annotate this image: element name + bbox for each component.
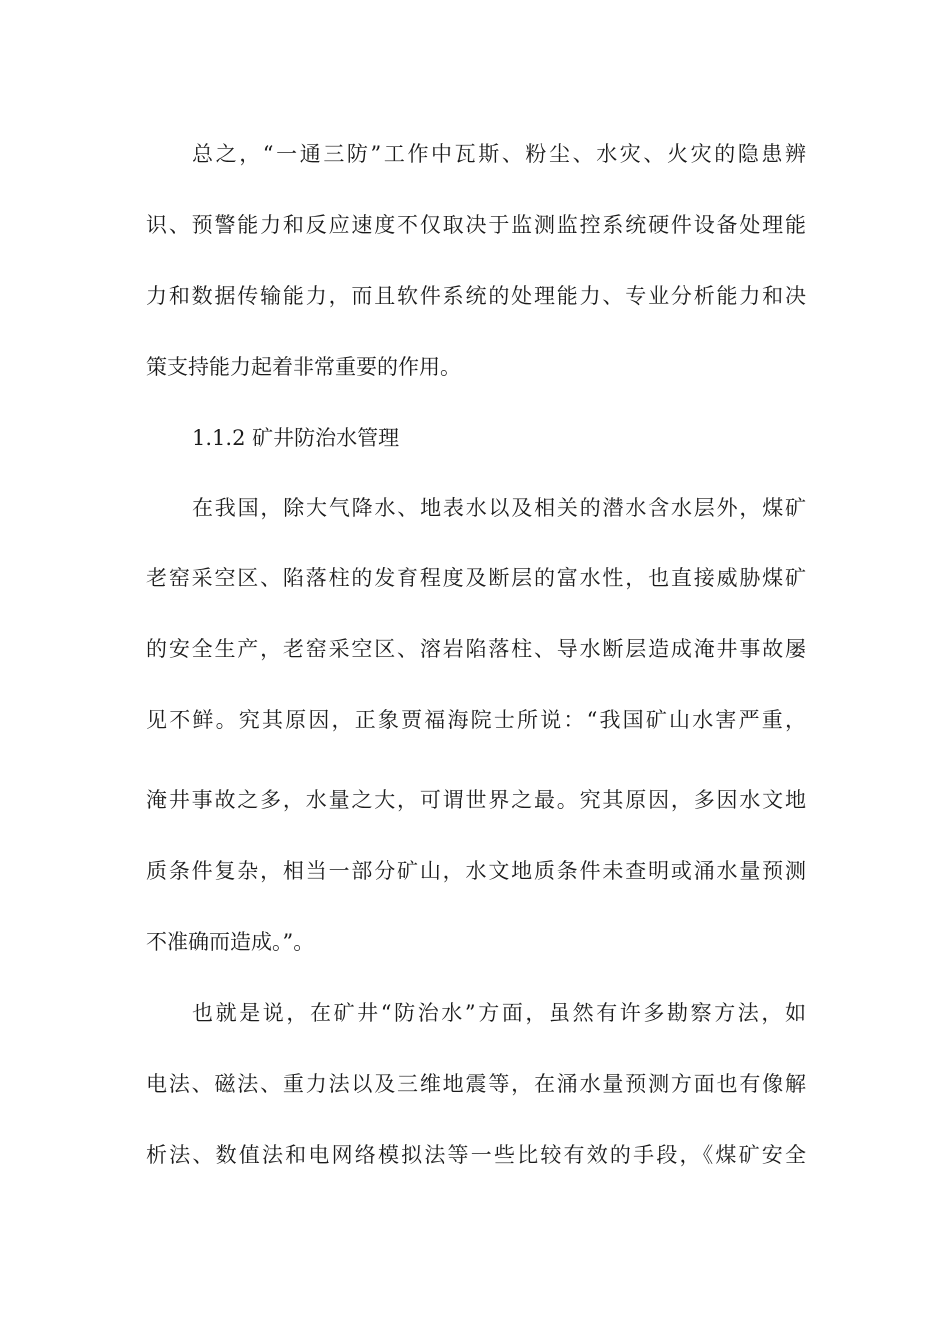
paragraph-1-line-1: 总之，“一通三防”工作中瓦斯、粉尘、水灾、火灾的隐患辨 xyxy=(192,142,806,166)
paragraph-2-line-4: 见不鲜。究其原因，正象贾福海院士所说：“我国矿山水害严重， xyxy=(146,708,806,732)
section-heading: 1.1.2 矿井防治水管理 xyxy=(192,426,400,450)
paragraph-2-line-3: 的安全生产，老窑采空区、溶岩陷落柱、导水断层造成淹井事故屡 xyxy=(146,637,806,661)
paragraph-1-line-2: 识、预警能力和反应速度不仅取决于监测监控系统硬件设备处理能 xyxy=(146,213,806,237)
paragraph-3-line-3: 析法、数值法和电网络模拟法等一些比较有效的手段，《煤矿安全 xyxy=(146,1143,806,1167)
paragraph-2-line-6: 质条件复杂，相当一部分矿山，水文地质条件未查明或涌水量预测 xyxy=(146,859,806,883)
paragraph-3-line-1: 也就是说，在矿井“防治水”方面，虽然有许多勘察方法，如 xyxy=(192,1001,806,1025)
paragraph-1-line-4: 策支持能力起着非常重要的作用。 xyxy=(146,355,461,379)
paragraph-2-line-5: 淹井事故之多，水量之大，可谓世界之最。究其原因，多因水文地 xyxy=(146,788,806,812)
paragraph-2-line-7: 不准确而造成。”。 xyxy=(146,930,315,954)
paragraph-2-line-2: 老窑采空区、陷落柱的发育程度及断层的富水性，也直接威胁煤矿 xyxy=(146,566,806,590)
paragraph-3-line-2: 电法、磁法、重力法以及三维地震等，在涌水量预测方面也有像解 xyxy=(146,1072,806,1096)
paragraph-2-line-1: 在我国，除大气降水、地表水以及相关的潜水含水层外，煤矿 xyxy=(192,496,806,520)
paragraph-1-line-3: 力和数据传输能力，而且软件系统的处理能力、专业分析能力和决 xyxy=(146,284,806,308)
